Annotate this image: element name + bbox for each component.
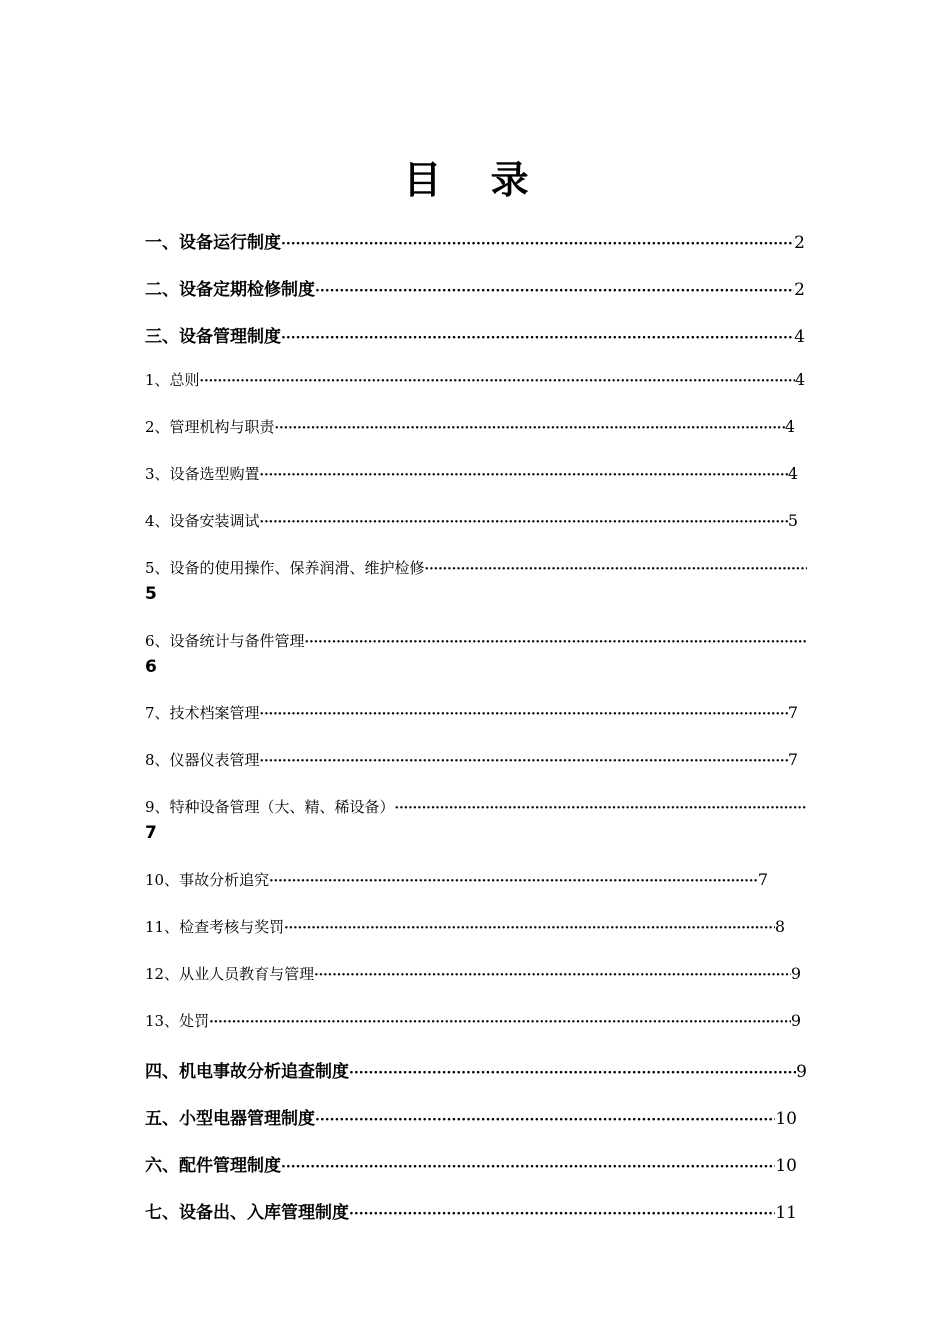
page-title: 目 录: [403, 157, 547, 202]
toc-entry-label: 4、设备安装调试: [145, 512, 260, 530]
toc-entry-3-6[interactable]: [145, 630, 807, 654]
toc-entry-page: 7: [757, 870, 768, 889]
toc-leader-dots: [284, 921, 775, 936]
toc-entry-label: 11、检查考核与奖罚: [145, 918, 285, 936]
toc-entry-page: 2: [794, 233, 805, 252]
toc-entry-3-1[interactable]: [145, 369, 805, 393]
toc-entry-page: 11: [775, 1203, 797, 1222]
toc-entry-label: 10、事故分析追究: [145, 871, 270, 889]
toc-entry-page: 4: [794, 327, 805, 346]
toc-leader-dots: [395, 801, 807, 816]
toc-leader-dots: [349, 1206, 775, 1222]
toc-entry-7[interactable]: [145, 1198, 797, 1222]
toc-leader-dots: [281, 236, 794, 252]
toc-entry-label: 12、从业人员教育与管理: [145, 965, 315, 983]
toc-leader-dots: [349, 1065, 796, 1081]
toc-entry-3-5[interactable]: [145, 557, 807, 581]
toc-leader-dots: [314, 968, 791, 983]
toc-entry-page: 9: [790, 964, 801, 983]
toc-leader-dots: [200, 374, 795, 389]
toc-entry-page: 10: [775, 1109, 797, 1128]
toc-leader-dots: [281, 330, 794, 346]
toc-entry-3-9[interactable]: [145, 796, 807, 820]
toc-leader-dots: [315, 283, 794, 299]
toc-entry-label: 6、设备统计与备件管理: [145, 632, 305, 650]
toc-leader-dots: [305, 635, 807, 650]
toc-entry-label: 七、设备出、入库管理制度: [145, 1203, 349, 1222]
toc-entry-page: 4: [794, 370, 805, 389]
toc-entry-page: 9: [796, 1062, 807, 1081]
toc-entry-3-8[interactable]: [145, 749, 798, 773]
toc-leader-dots: [260, 468, 788, 483]
toc-entry-page: 5: [787, 511, 798, 530]
toc-entry-3-11[interactable]: [145, 916, 785, 940]
toc-leader-dots: [260, 707, 788, 722]
toc-entry-page: 8: [774, 917, 785, 936]
toc-entry-page: 9: [790, 1011, 801, 1030]
toc-entry-3-10[interactable]: [145, 869, 768, 893]
toc-entry-label: 7、技术档案管理: [145, 704, 260, 722]
toc-entry-3[interactable]: [145, 322, 805, 346]
toc-entry-page: 10: [775, 1156, 797, 1175]
toc-entry-page: 2: [794, 280, 805, 299]
toc-entry-3-3[interactable]: [145, 463, 798, 487]
toc-entry-1[interactable]: [145, 228, 805, 252]
toc-entry-page: 7: [787, 703, 798, 722]
toc-leader-dots: [315, 1112, 775, 1128]
toc-leader-dots: [281, 1159, 775, 1175]
toc-entry-label: 六、配件管理制度: [145, 1156, 281, 1175]
toc-entry-page: 7: [145, 823, 157, 843]
toc-entry-label: 一、设备运行制度: [145, 233, 281, 252]
toc-leader-dots: [425, 562, 807, 577]
toc-entry-label: 5、设备的使用操作、保养润滑、维护检修: [145, 559, 425, 577]
toc-leader-dots: [275, 421, 785, 436]
toc-leader-dots: [260, 515, 788, 530]
toc-entry-page: 4: [784, 417, 795, 436]
toc-entry-page: 4: [787, 464, 798, 483]
toc-leader-dots: [269, 874, 758, 889]
toc-entry-label: 二、设备定期检修制度: [145, 280, 315, 299]
toc-entry-page: 7: [787, 750, 798, 769]
toc-entry-3-7[interactable]: [145, 702, 798, 726]
toc-entry-label: 3、设备选型购置: [145, 465, 260, 483]
toc-entry-label: 2、管理机构与职责: [145, 418, 275, 436]
toc-entry-page: 6: [145, 657, 157, 677]
toc-entry-3-13[interactable]: [145, 1010, 801, 1034]
toc-leader-dots: [209, 1015, 791, 1030]
toc-entry-5[interactable]: [145, 1104, 797, 1128]
toc-entry-3-4[interactable]: [145, 510, 798, 534]
toc-entry-label: 三、设备管理制度: [145, 327, 281, 346]
toc-entry-2[interactable]: [145, 275, 805, 299]
toc-entry-6[interactable]: [145, 1151, 797, 1175]
toc-entry-3-12[interactable]: [145, 963, 801, 987]
toc-entry-label: 9、特种设备管理（大、精、稀设备）: [145, 798, 395, 816]
toc-leader-dots: [260, 754, 788, 769]
toc-entry-3-2[interactable]: [145, 416, 795, 440]
toc-entry-label: 四、机电事故分析追查制度: [145, 1062, 349, 1081]
toc-entry-label: 8、仪器仪表管理: [145, 751, 260, 769]
toc-entry-4[interactable]: [145, 1057, 807, 1081]
toc-entry-label: 1、总则: [145, 371, 200, 389]
toc-entry-page: 5: [145, 584, 157, 604]
toc-entry-label: 五、小型电器管理制度: [145, 1109, 315, 1128]
toc-entry-label: 13、处罚: [145, 1012, 210, 1030]
